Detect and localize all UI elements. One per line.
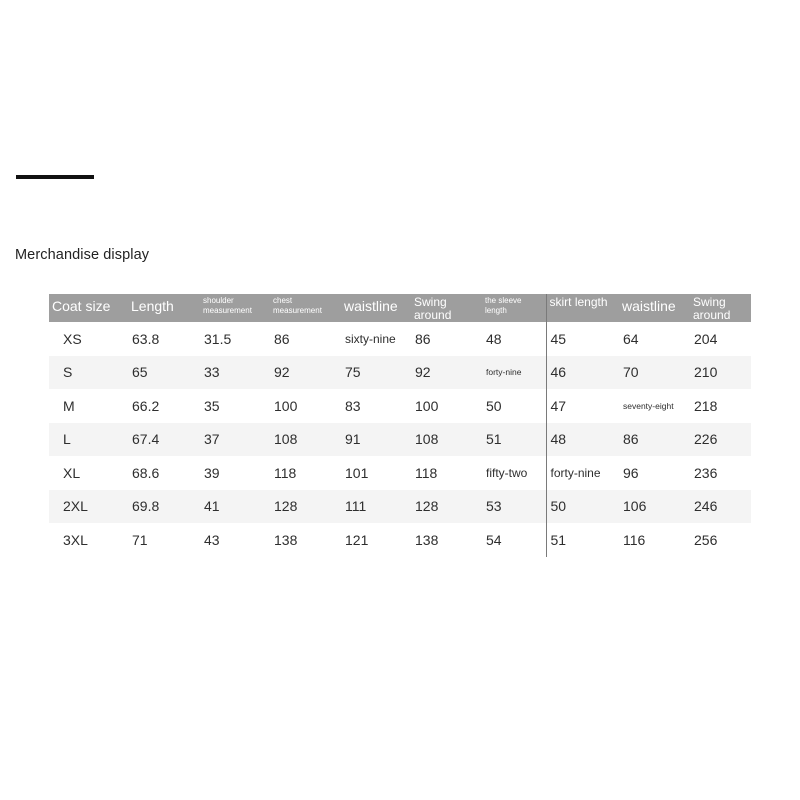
table-cell: 100 bbox=[415, 397, 439, 414]
table-cell: 65 bbox=[128, 356, 200, 390]
table-cell: forty-nine bbox=[546, 456, 619, 490]
table-cell: 138 bbox=[274, 531, 298, 548]
column-header-sleeve-length: the sleeve length bbox=[482, 294, 546, 322]
table-cell: 100 bbox=[274, 397, 298, 414]
table-cell: 71 bbox=[132, 531, 148, 548]
table-cell: 43 bbox=[204, 531, 220, 548]
table-cell: 64 bbox=[623, 330, 639, 347]
decorative-rule bbox=[16, 175, 94, 179]
table-cell: 51 bbox=[546, 523, 619, 557]
table-row bbox=[49, 389, 751, 423]
table-cell: 106 bbox=[619, 490, 690, 524]
table-cell: 96 bbox=[623, 464, 639, 481]
table-cell: fifty-two bbox=[486, 465, 528, 480]
table-cell: 111 bbox=[341, 490, 411, 524]
table-row bbox=[49, 523, 751, 557]
table-cell: 92 bbox=[270, 356, 341, 390]
table-cell: 86 bbox=[274, 330, 290, 347]
table-cell: 128 bbox=[270, 490, 341, 524]
column-header-skirt-swing-around: Swing around bbox=[690, 294, 751, 322]
table-cell: 92 bbox=[411, 356, 482, 390]
table-cell: 210 bbox=[690, 356, 751, 390]
table-cell: 48 bbox=[546, 423, 619, 457]
table-cell: 31.5 bbox=[204, 330, 232, 347]
column-header-chest: chest measurement bbox=[270, 294, 341, 322]
table-cell: 101 bbox=[345, 464, 369, 481]
table-cell: 54 bbox=[486, 531, 502, 548]
column-header-skirt-length: skirt length bbox=[546, 294, 619, 322]
column-header-coat-size: Coat size bbox=[49, 294, 128, 322]
table-cell: 63.8 bbox=[132, 330, 160, 347]
column-header-skirt-waistline: waistline bbox=[619, 294, 690, 322]
table-cell: 246 bbox=[690, 490, 751, 524]
table-cell: 226 bbox=[690, 423, 751, 457]
table-cell: 86 bbox=[619, 423, 690, 457]
table-row bbox=[49, 356, 751, 390]
table-cell: 67.4 bbox=[128, 423, 200, 457]
table-cell: 45 bbox=[546, 322, 619, 356]
table-row bbox=[49, 322, 751, 356]
table-cell: 35 bbox=[204, 397, 220, 414]
table-cell: 50 bbox=[546, 490, 619, 524]
table-cell: 66.2 bbox=[132, 397, 160, 414]
table-cell: 218 bbox=[694, 397, 718, 414]
size-chart-table bbox=[49, 294, 751, 557]
size-label: XL bbox=[63, 464, 81, 481]
table-row bbox=[49, 490, 751, 524]
table-cell: 39 bbox=[204, 464, 220, 481]
table-cell: 33 bbox=[200, 356, 270, 390]
table-cell: 70 bbox=[619, 356, 690, 390]
table-cell: 46 bbox=[546, 356, 619, 390]
size-label: M bbox=[63, 397, 75, 414]
column-header-length: Length bbox=[128, 294, 200, 322]
column-header-shoulder: shoulder measurement bbox=[200, 294, 270, 322]
table-cell: 128 bbox=[411, 490, 482, 524]
size-label: XS bbox=[63, 330, 82, 347]
size-label: S bbox=[49, 356, 128, 390]
table-cell: 108 bbox=[270, 423, 341, 457]
table-cell: 53 bbox=[482, 490, 546, 524]
column-header-swing-around: Swing around bbox=[411, 294, 482, 322]
table-cell: 41 bbox=[200, 490, 270, 524]
table-cell: 47 bbox=[546, 389, 619, 423]
table-cell: 37 bbox=[200, 423, 270, 457]
table-cell: 116 bbox=[623, 531, 646, 548]
table-cell: forty-nine bbox=[482, 356, 546, 390]
size-label: L bbox=[49, 423, 128, 457]
table-cell: 86 bbox=[415, 330, 431, 347]
table-cell: 83 bbox=[345, 397, 361, 414]
table-cell: 91 bbox=[341, 423, 411, 457]
table-cell: 118 bbox=[415, 464, 438, 481]
table-header-row bbox=[49, 294, 751, 322]
table-cell: sixty-nine bbox=[345, 331, 396, 346]
table-cell: 68.6 bbox=[132, 464, 160, 481]
table-cell: 118 bbox=[274, 464, 297, 481]
table-cell: 48 bbox=[486, 330, 502, 347]
table-cell: 108 bbox=[411, 423, 482, 457]
table-cell: seventy-eight bbox=[623, 400, 674, 411]
table-cell: 236 bbox=[694, 464, 718, 481]
table-cell: 138 bbox=[415, 531, 439, 548]
size-label: 2XL bbox=[49, 490, 128, 524]
column-header-waistline: waistline bbox=[341, 294, 411, 322]
table-row bbox=[49, 423, 751, 457]
table-cell: 256 bbox=[694, 531, 718, 548]
size-label: 3XL bbox=[63, 531, 88, 548]
table-cell: 121 bbox=[345, 531, 369, 548]
table-cell: 75 bbox=[341, 356, 411, 390]
table-cell: 69.8 bbox=[128, 490, 200, 524]
table-cell: 50 bbox=[486, 397, 502, 414]
table-row bbox=[49, 456, 751, 490]
section-title: Merchandise display bbox=[15, 247, 150, 263]
table-cell: 51 bbox=[482, 423, 546, 457]
table-cell: 204 bbox=[694, 330, 718, 347]
